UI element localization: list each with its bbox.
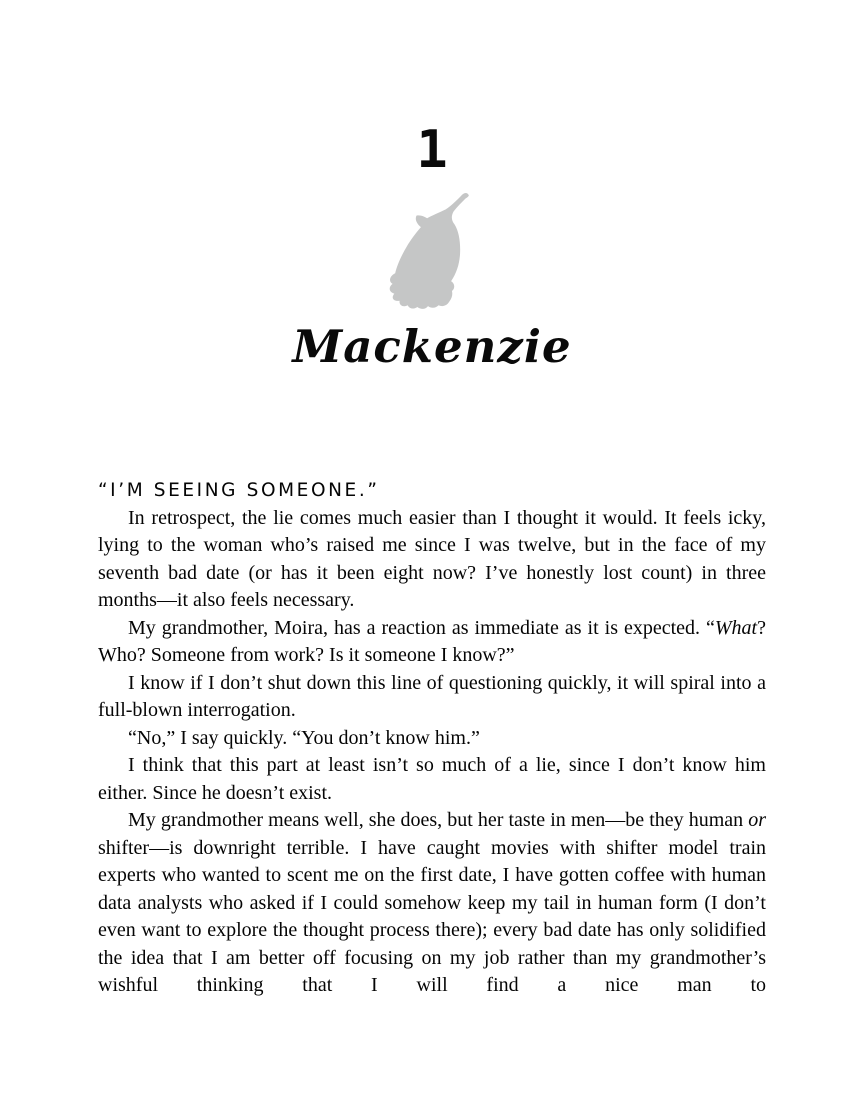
opening-line: “I’M SEEING SOMEONE.” xyxy=(98,480,380,501)
body-text-segment: In retrospect, the lie comes much easier than I thought it would. It feels icky, lying to the woman who’s raised me since I was twelve, but in the face of my seventh bad date (or has it been eight now? I’ve honestly lost count) in three months—it also feels necessary. xyxy=(98,506,766,611)
body-text-segment: I think that this part at least isn’t so much of a lie, since I don’t know him either. Since he doesn’t exist. xyxy=(98,754,766,804)
paragraph xyxy=(98,752,766,807)
body-text-segment: I know if I don’t shut down this line of questioning quickly, it will spiral into a full-blown interrogation. xyxy=(98,671,766,721)
paragraph xyxy=(98,670,766,725)
paragraph xyxy=(98,505,766,615)
chapter-body xyxy=(98,477,766,1000)
paragraph xyxy=(98,725,766,753)
body-text-segment: “No,” I say quickly. “You don’t know him.” xyxy=(128,726,480,749)
paragraph xyxy=(98,807,766,1000)
chapter-number: 1 xyxy=(416,120,448,180)
italic-text: What xyxy=(714,616,758,639)
body-text-segment: shifter—is downright terrible. I have caught movies with shifter model train experts who wanted to scent me on the first date, I have gotten coffee with human data analysts who asked if I could somehow keep my tail in human form (I don’t even want to explore the thought process there); every bad date has only solidified the idea that I am better off focusing on my job rather than my grandmother’s wishful thinking that I will find a nice man to xyxy=(98,836,766,996)
body-text-segment: My grandmother means well, she does, but her taste in men—be they human xyxy=(128,809,749,831)
wolf-silhouette-icon xyxy=(381,181,483,315)
chapter-title: Mackenzie xyxy=(292,320,572,373)
paragraph xyxy=(98,615,766,670)
body-text-segment: ? Who? Someone from work? Is it someone I know?” xyxy=(98,616,766,666)
italic-text: or xyxy=(748,809,766,831)
body-text-segment: My grandmother, Moira, has a reaction as immediate as it is expected. “ xyxy=(128,616,715,639)
chapter-body-paragraphs xyxy=(98,505,766,1000)
wolf-silhouette-svg xyxy=(381,181,483,315)
